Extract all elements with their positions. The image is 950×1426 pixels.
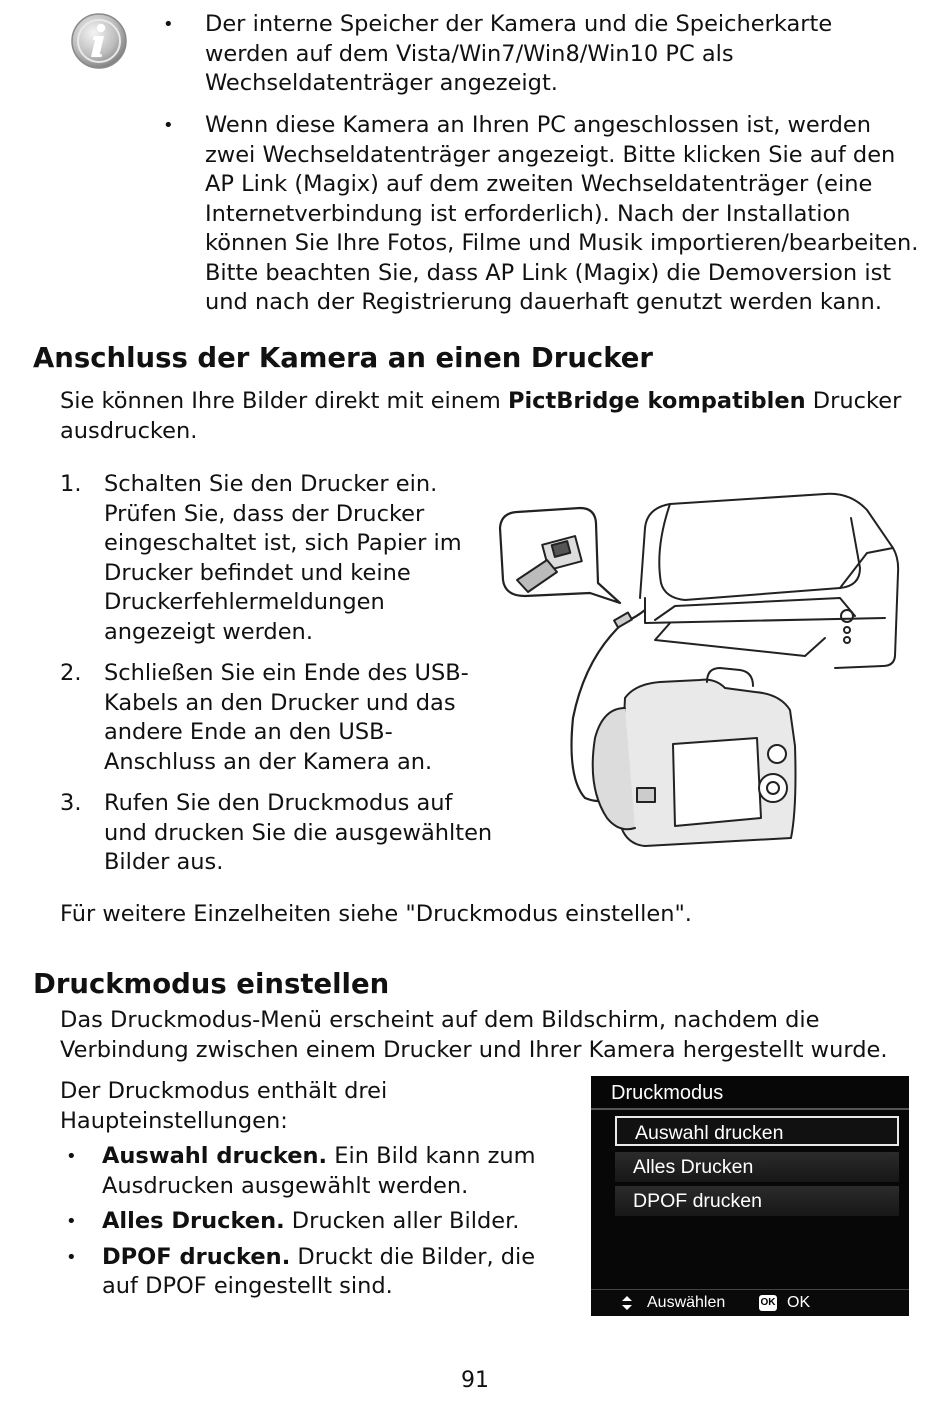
option-item (60, 1142, 570, 1201)
option-item (60, 1207, 570, 1237)
step-number: 3. (60, 790, 82, 816)
option-text: Drucken aller Bilder. (284, 1208, 520, 1234)
step-number: 1. (60, 471, 82, 497)
footer-select-label: Auswählen (647, 1294, 726, 1311)
print-mode-screen (591, 1076, 909, 1316)
print-mode-intro: Der Druckmodus enthält drei Haupteinstellungen: (60, 1078, 388, 1134)
title-divider (591, 1108, 909, 1110)
note-list (160, 111, 920, 318)
step-text: Schließen Sie ein Ende des USB-Kabels an den Drucker und das andere Ende an den USB-Anschluss an der Kamera an. (104, 660, 469, 775)
option-name: DPOF drucken. (102, 1243, 291, 1270)
step-item (60, 659, 500, 777)
screen-footer (591, 1289, 909, 1316)
steps-list (60, 470, 500, 890)
step-text: Rufen Sie den Druckmodus auf und drucken Sie die ausgewählten Bilder aus. (104, 790, 493, 875)
section-heading-print-mode: Druckmodus einstellen (33, 968, 390, 1000)
option-item (60, 1243, 570, 1302)
footer-ok-label: OK (787, 1294, 811, 1311)
ok-key-icon: OK (759, 1295, 777, 1311)
printer-camera-illustration (495, 488, 905, 866)
section-heading-printer: Anschluss der Kamera an einen Drucker (33, 342, 653, 374)
printer-intro (60, 387, 920, 446)
note-list (160, 10, 920, 99)
option-text: Druckt die Bilder, die auf DPOF eingestellt sind. (102, 1243, 536, 1299)
option-name: Alles Drucken. (102, 1208, 285, 1234)
option-text: Ein Bild kann zum Ausdrucken ausgewählt werden. (102, 1143, 536, 1199)
intro-text-end: Drucker ausdrucken. (60, 388, 902, 444)
step-number: 2. (60, 660, 82, 686)
note-item: • Der interne Speicher der Kamera und die Speicherkarte werden auf dem Vista/Win7/Win8/Win10 PC als Wechseldatenträger angezeigt. (160, 10, 920, 99)
page-number: 91 (461, 1368, 489, 1393)
menu-item-selected[interactable]: Auswahl drucken (615, 1116, 899, 1146)
screen-title: Druckmodus (611, 1082, 724, 1104)
step-item (60, 470, 500, 647)
menu-item[interactable]: DPOF drucken (615, 1186, 899, 1216)
further-reference: Für weitere Einzelheiten siehe "Druckmodus einstellen". (60, 901, 692, 927)
step-item (60, 789, 500, 878)
info-note-icon (70, 12, 128, 70)
note-item: • Wenn diese Kamera an Ihren PC angeschlossen ist, werden zwei Wechseldatenträger angezeigt. Bitte klicken Sie auf den AP Link (Magix) auf dem zweiten Wechseldatenträger (eine Internetverbindung ist erforderlich). Nach der Installation können Sie Ihre Fotos, Filme und Musik importieren/bearbeiten. Bitte beachten Sie, dass AP Link (Magix) die Demoversion ist und nach der Registrierung dauerhaft genutzt werden kann. (160, 111, 920, 318)
up-down-arrows-icon (621, 1290, 633, 1325)
menu-item[interactable]: Alles Drucken (615, 1152, 899, 1182)
intro-text: Sie können Ihre Bilder direkt mit einem (60, 388, 508, 414)
option-name: Auswahl drucken. (102, 1143, 328, 1169)
print-mode-description: Das Druckmodus-Menü erscheint auf dem Bildschirm, nachdem die Verbindung zwischen einem Drucker und Ihrer Kamera hergestellt wurde. (60, 1007, 888, 1063)
intro-bold-text: PictBridge kompatiblen (507, 388, 806, 414)
step-text: Schalten Sie den Drucker ein. Prüfen Sie, dass der Drucker eingeschaltet ist, sich Papier im Drucker befindet und keine Druckerfehlermeldungen angezeigt werden. (104, 471, 462, 645)
print-options-list (60, 1142, 570, 1308)
